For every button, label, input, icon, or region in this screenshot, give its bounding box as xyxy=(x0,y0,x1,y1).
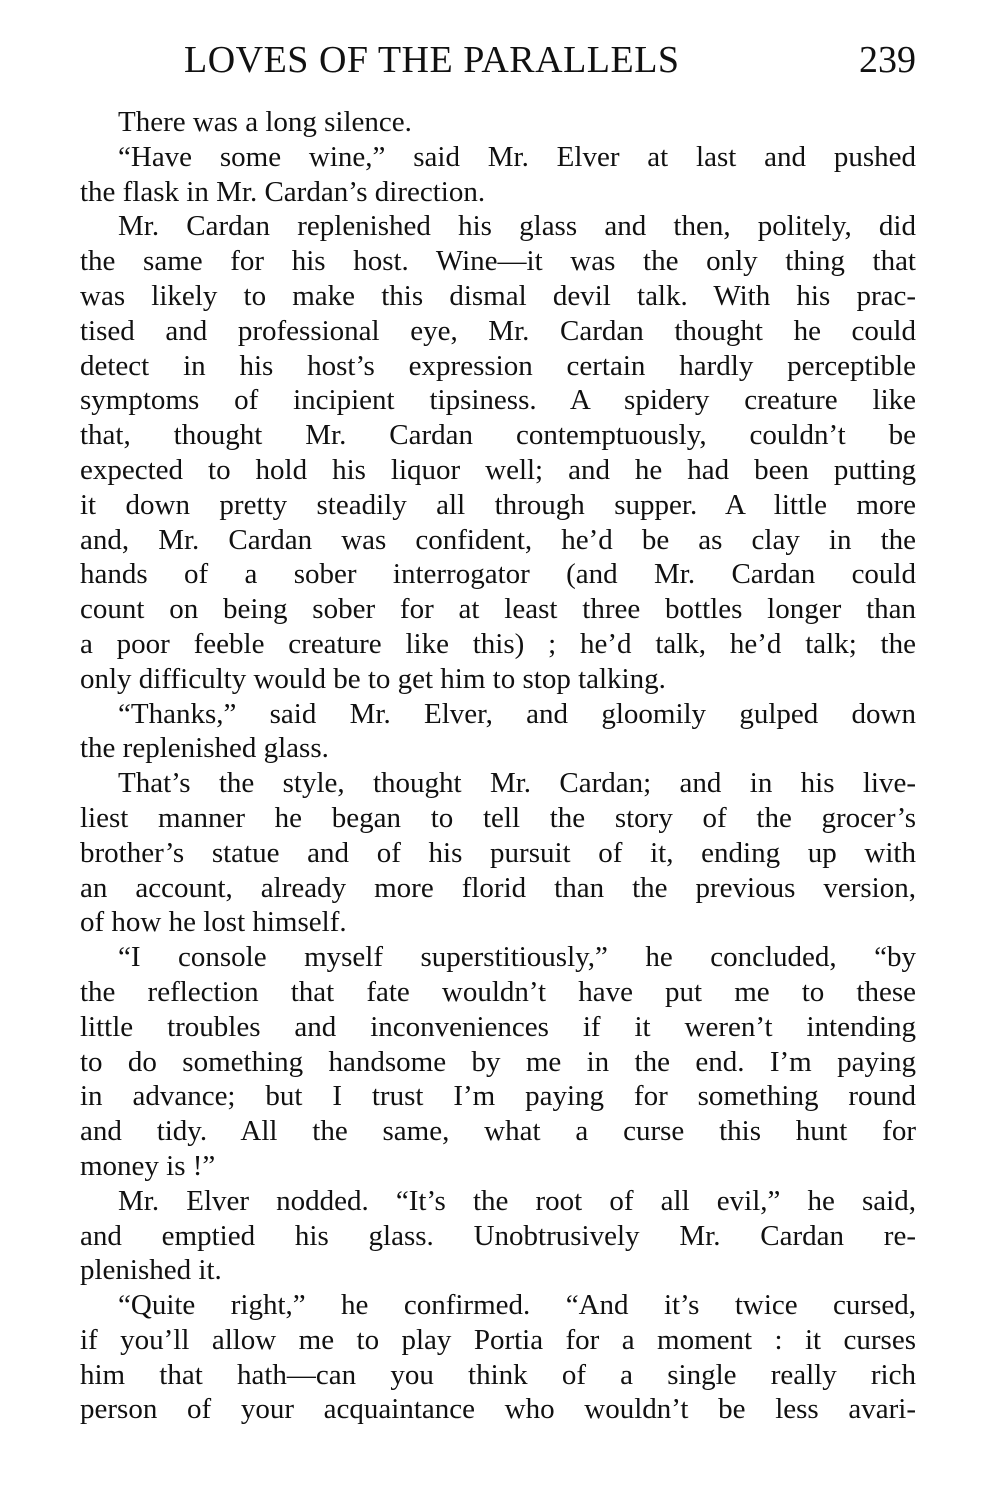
text-line: to do something handsome by me in the end. I’m paying xyxy=(80,1045,916,1078)
text-line: hands of a sober interrogator (and Mr. Cardan could xyxy=(80,558,916,591)
text-line: was likely to make this dismal devil talk. With his prac- xyxy=(80,279,916,312)
text-line: “Thanks,” said Mr. Elver, and gloomily gulped down xyxy=(118,697,916,730)
text-line: symptoms of incipient tipsiness. A spidery creature like xyxy=(80,384,916,417)
text-line: brother’s statue and of his pursuit of it, ending up with xyxy=(80,836,916,869)
text-line: count on being sober for at least three bottles longer than xyxy=(80,593,916,626)
text-line: expected to hold his liquor well; and he had been putting xyxy=(80,453,916,486)
text-line: “Have some wine,” said Mr. Elver at last and pushed xyxy=(118,140,916,173)
text-line: only difficulty would be to get him to stop talking. xyxy=(80,662,666,695)
text-line: the reflection that fate wouldn’t have put me to these xyxy=(80,975,916,1008)
text-line: detect in his host’s expression certain hardly perceptible xyxy=(80,349,916,382)
text-line: a poor feeble creature like this) ; he’d talk, he’d talk; the xyxy=(80,627,916,660)
text-line: him that hath—can you think of a single really rich xyxy=(80,1358,916,1391)
text-line: and emptied his glass. Unobtrusively Mr. Cardan re- xyxy=(80,1219,916,1252)
text-line: it down pretty steadily all through supper. A little more xyxy=(80,488,916,521)
page-number: 239 xyxy=(859,39,916,81)
text-line: money is !” xyxy=(80,1149,216,1182)
text-line: “Quite right,” he confirmed. “And it’s twice cursed, xyxy=(118,1289,916,1322)
book-page xyxy=(80,30,916,1427)
running-title: LOVES OF THE PARALLELS xyxy=(184,39,680,81)
text-line: plenished it. xyxy=(80,1254,222,1287)
text-line: tised and professional eye, Mr. Cardan thought he could xyxy=(80,314,916,347)
text-line: and tidy. All the same, what a curse this hunt for xyxy=(80,1115,916,1148)
text-line: that, thought Mr. Cardan contemptuously, couldn’t be xyxy=(80,419,916,452)
text-line: the same for his host. Wine—it was the only thing that xyxy=(80,245,916,278)
text-line: little troubles and inconveniences if it weren’t intending xyxy=(80,1010,916,1043)
text-line: There was a long silence. xyxy=(118,106,412,138)
running-head xyxy=(80,30,916,90)
text-line: and, Mr. Cardan was confident, he’d be as clay in the xyxy=(80,523,916,556)
text-line: “I console myself superstitiously,” he concluded, “by xyxy=(118,941,916,974)
text-line: of how he lost himself. xyxy=(80,906,347,939)
text-line: Mr. Cardan replenished his glass and then, politely, did xyxy=(118,210,916,243)
text-line: an account, already more florid than the previous version, xyxy=(80,871,916,904)
text-line: the flask in Mr. Cardan’s direction. xyxy=(80,175,486,208)
text-line: person of your acquaintance who wouldn’t be less avari- xyxy=(80,1393,916,1426)
body-text xyxy=(80,105,916,1427)
text-line: in advance; but I trust I’m paying for something round xyxy=(80,1080,916,1113)
text-line: Mr. Elver nodded. “It’s the root of all evil,” he said, xyxy=(118,1184,916,1217)
text-line: That’s the style, thought Mr. Cardan; and in his live- xyxy=(118,767,916,800)
text-line: if you’ll allow me to play Portia for a moment : it curses xyxy=(80,1323,916,1356)
text-line: liest manner he began to tell the story of the grocer’s xyxy=(80,801,916,834)
text-line: the replenished glass. xyxy=(80,732,329,765)
